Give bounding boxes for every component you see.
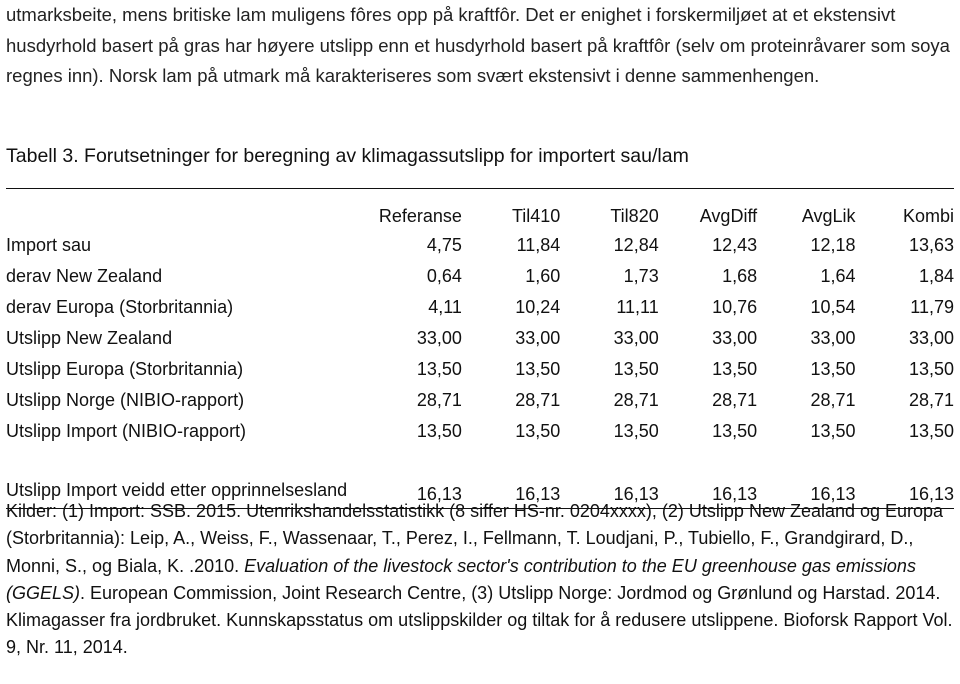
table-cell: 13,50 — [712, 421, 758, 441]
row-label: Utslipp Import (NIBIO-rapport) — [6, 421, 247, 441]
row-label: Import sau — [6, 235, 92, 255]
table-cell: 16,13 — [462, 447, 560, 509]
table-cell: 28,71 — [810, 390, 856, 410]
table-cell: 1,84 — [918, 266, 954, 286]
row-label: derav New Zealand — [6, 266, 163, 286]
table-cell: 33,00 — [712, 328, 758, 348]
table-row — [6, 354, 954, 385]
row-label: derav Europa (Storbritannia) — [6, 297, 234, 317]
table-cell: 10,76 — [712, 297, 758, 317]
row-label: Utslipp New Zealand — [6, 328, 173, 348]
table-cell: 10,24 — [515, 297, 561, 317]
table-cell: 33,00 — [908, 328, 954, 348]
table-cell: 28,71 — [613, 390, 659, 410]
row-label: Utslipp Norge (NIBIO-rapport) — [6, 390, 245, 410]
sources-text-cont: . European Commission, Joint Research Centre, (3) Utslipp Norge: Jordmod og Grønlund og Harstad. 2014. Klimagasser fra jordbruket. Kunnskapsstatus om utslippskilder og tiltak for å redusere utslippene. Bioforsk Rapport Vol. 9, Nr. 11, 2014. — [6, 582, 953, 658]
table-cell: 33,00 — [416, 328, 462, 348]
table-cell: 33,00 — [810, 328, 856, 348]
table-row — [6, 416, 954, 447]
table-cell: 28,71 — [416, 390, 462, 410]
table-cell: 13,50 — [908, 359, 954, 379]
table-row — [6, 323, 954, 354]
table-cell: 16,13 — [659, 447, 757, 509]
table-cell: 13,50 — [810, 421, 856, 441]
table-cell: 13,50 — [515, 421, 561, 441]
table-cell: 13,50 — [613, 421, 659, 441]
sources-title-italic: Evaluation of the livestock sector's contribution to the EU greenhouse gas emissions (GGELS) — [6, 555, 916, 603]
table-cell: 33,00 — [515, 328, 561, 348]
table-cell: 1,60 — [525, 266, 561, 286]
table-cell: 1,73 — [623, 266, 659, 286]
column-header: AvgDiff — [699, 206, 758, 226]
table-cell: 13,63 — [908, 235, 954, 255]
emissions-table — [6, 188, 954, 509]
table-cell: 13,50 — [416, 421, 462, 441]
column-header: AvgLik — [801, 206, 856, 226]
table-cell: 13,50 — [416, 359, 462, 379]
column-header: Til820 — [610, 206, 659, 226]
table-cell: 11,84 — [516, 235, 561, 255]
column-header: Kombi — [902, 206, 954, 226]
header-label-cell — [6, 195, 364, 230]
table-row — [6, 230, 954, 261]
table-cell: 4,75 — [426, 235, 462, 255]
sources-text: Kilder: (1) Import: SSB. 2015. Utenrikshandelsstatistikk (8 siffer HS-nr. 0204xxxx), (2) Utslipp New Zealand og Europa (Storbritannia): Leip, A., Weiss, F., Wassenaar, T., Perez, I., Fellmann, T. Loudjani, P., Tubiello, F., Grandgirard, D., Monni, S., og Biala, K. .2010. — [6, 501, 944, 576]
table-cell: 16,13 — [757, 447, 855, 509]
table-cell: 13,50 — [908, 421, 954, 441]
table-cell: 11,11 — [616, 297, 659, 317]
table-cell: 12,18 — [810, 235, 856, 255]
column-header: Referanse — [378, 206, 462, 226]
table-caption: Tabell 3. Forutsetninger for beregning av klimagassutslipp for importert sau/lam — [6, 145, 689, 167]
sources-note — [6, 498, 954, 662]
row-label: Utslipp Europa (Storbritannia) — [6, 359, 244, 379]
table-cell: 28,71 — [712, 390, 758, 410]
table-cell: 13,50 — [810, 359, 856, 379]
table-cell: 13,50 — [515, 359, 561, 379]
table-row — [6, 292, 954, 323]
table-cell: 12,43 — [712, 235, 758, 255]
table-header-row — [6, 195, 954, 230]
table-cell: 28,71 — [515, 390, 561, 410]
table-cell: 13,50 — [613, 359, 659, 379]
table-cell: 4,11 — [428, 297, 462, 317]
table-cell: 13,50 — [712, 359, 758, 379]
table-cell: 10,54 — [810, 297, 856, 317]
table-cell: 16,13 — [364, 447, 462, 509]
table-cell: 33,00 — [613, 328, 659, 348]
row-label: Utslipp Import veidd etter opprinnelsesland — [6, 447, 364, 509]
table-cell: 16,13 — [856, 447, 954, 509]
table-cell: 16,13 — [560, 447, 658, 509]
table-cell: 1,68 — [722, 266, 758, 286]
table-cell: 0,64 — [426, 266, 462, 286]
intro-paragraph: utmarksbeite, mens britiske lam muligens fôres opp på kraftfôr. Det er enighet i forskermiljøet at et ekstensivt husdyrhold basert på gras har høyere utslipp enn et husdyrhold basert på kraftfôr (selv om proteinråvarer som soya regnes inn). Norsk lam på utmark må karakteriseres som svært ekstensivt i denne sammenhengen. — [6, 4, 950, 86]
table-cell: 12,84 — [613, 235, 659, 255]
column-header: Til410 — [511, 206, 561, 226]
table-cell: 28,71 — [908, 390, 954, 410]
table-cell: 1,64 — [820, 266, 856, 286]
table-row — [6, 261, 954, 292]
table-cell: 11,79 — [910, 297, 954, 317]
table-row — [6, 385, 954, 416]
